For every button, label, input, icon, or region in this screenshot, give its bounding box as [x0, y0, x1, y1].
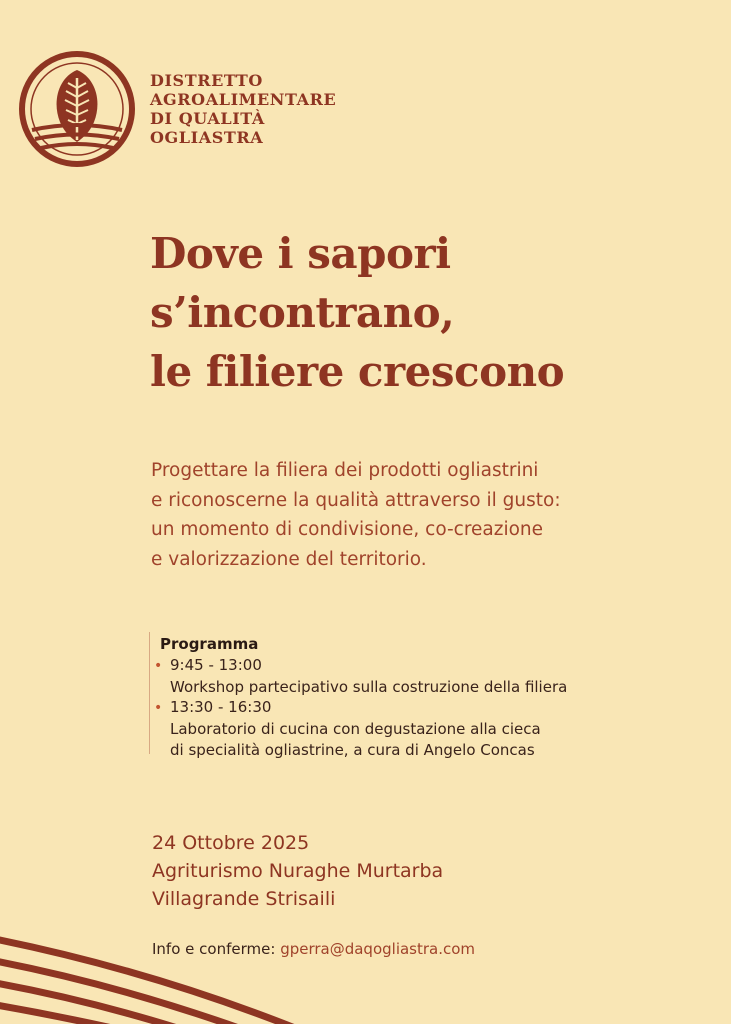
- programma-description: Workshop partecipativo sulla costruzione della filiera: [170, 678, 568, 696]
- organization-name-line: OGLIASTRA: [150, 128, 264, 147]
- headline-line: Dove i sapori: [150, 229, 451, 278]
- organization-name-line: DISTRETTO: [150, 71, 263, 90]
- organization-name-line: AGROALIMENTARE: [150, 90, 337, 109]
- organization-name: [150, 71, 336, 147]
- contact-email-link[interactable]: gperra@daqogliastra.com: [280, 940, 476, 958]
- contact-label: Info e conferme:: [152, 940, 276, 958]
- event-venue: Agriturismo Nuraghe Murtarba: [152, 860, 444, 882]
- intro-line: e valorizzazione del territorio.: [151, 548, 427, 570]
- leaf-tree-in-circle-icon: [18, 50, 136, 168]
- organization-name-line: DI QUALITÀ: [150, 109, 265, 128]
- programma-item: [154, 655, 567, 698]
- event-info: [152, 829, 443, 913]
- intro-line: e riconoscerne la qualità attraverso il gusto:: [151, 489, 561, 511]
- programma-time: 13:30 - 16:30: [170, 698, 272, 716]
- programma-section: [149, 632, 620, 759]
- programma-heading: Programma: [160, 635, 259, 653]
- event-date: 24 Ottobre 2025: [152, 832, 310, 854]
- headline: [150, 224, 564, 401]
- programma-item: [154, 697, 541, 761]
- intro-paragraph: [151, 456, 561, 574]
- bullet-icon: •: [154, 700, 163, 716]
- intro-line: un momento di condivisione, co-creazione: [151, 519, 544, 540]
- programma-description: di specialità ogliastrine, a cura di Angelo Concas: [170, 741, 535, 759]
- intro-line: Progettare la filiera dei prodotti ogliastrini: [151, 460, 539, 481]
- bullet-icon: •: [154, 658, 163, 674]
- headline-line: le filiere crescono: [150, 347, 565, 396]
- programma-description: Laboratorio di cucina con degustazione alla cieca: [170, 720, 541, 738]
- event-town: Villagrande Strisaili: [152, 888, 336, 910]
- decorative-stripes: [0, 920, 300, 1024]
- programma-time: 9:45 - 13:00: [170, 656, 262, 674]
- headline-line: s’incontrano,: [150, 288, 455, 337]
